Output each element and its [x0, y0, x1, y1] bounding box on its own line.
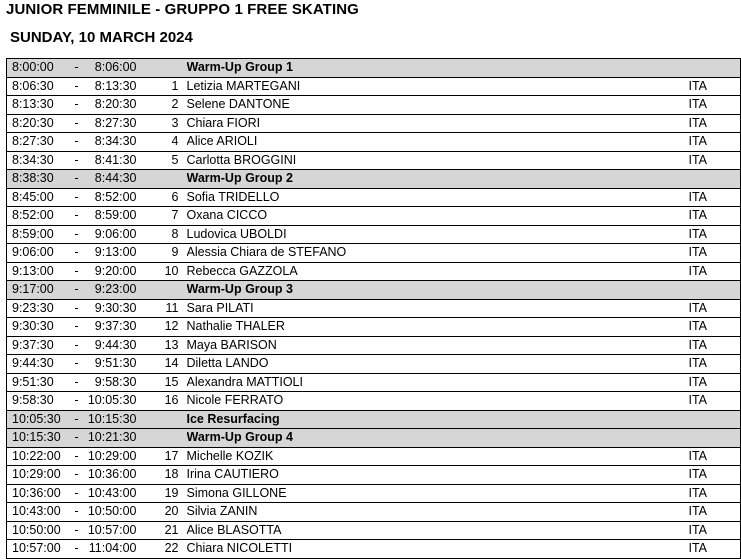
time-separator: -	[67, 447, 87, 466]
skater-row	[7, 225, 741, 244]
skater-row	[7, 355, 741, 374]
group-label: Warm-Up Group 4	[187, 429, 689, 448]
start-time: 10:57:00	[7, 540, 67, 559]
skater-row	[7, 244, 741, 263]
start-number	[137, 281, 187, 300]
time-separator: -	[67, 151, 87, 170]
nation: ITA	[689, 114, 741, 133]
group-row	[7, 410, 741, 429]
start-time: 8:20:30	[7, 114, 67, 133]
end-time: 9:44:30	[87, 336, 137, 355]
skater-name: Oxana CICCO	[187, 207, 689, 226]
time-separator: -	[67, 244, 87, 263]
skater-name: Alessia Chiara de STEFANO	[187, 244, 689, 263]
skater-name: Alice BLASOTTA	[187, 521, 689, 540]
nation: ITA	[689, 521, 741, 540]
start-number: 9	[137, 244, 187, 263]
start-time: 10:29:00	[7, 466, 67, 485]
skater-row	[7, 373, 741, 392]
start-number: 11	[137, 299, 187, 318]
nation: ITA	[689, 299, 741, 318]
nation: ITA	[689, 392, 741, 411]
nation: ITA	[689, 207, 741, 226]
skater-name: Silvia ZANIN	[187, 503, 689, 522]
skater-name: Alice ARIOLI	[187, 133, 689, 152]
time-separator: -	[67, 170, 87, 189]
skater-row	[7, 392, 741, 411]
start-number: 6	[137, 188, 187, 207]
group-row	[7, 170, 741, 189]
start-time: 9:30:30	[7, 318, 67, 337]
skater-row	[7, 77, 741, 96]
time-separator: -	[67, 373, 87, 392]
start-time: 9:17:00	[7, 281, 67, 300]
nation: ITA	[689, 484, 741, 503]
skater-row	[7, 207, 741, 226]
nation	[689, 429, 741, 448]
end-time: 8:34:30	[87, 133, 137, 152]
end-time: 10:15:30	[87, 410, 137, 429]
start-number: 21	[137, 521, 187, 540]
skater-row	[7, 133, 741, 152]
start-number: 5	[137, 151, 187, 170]
skater-row	[7, 503, 741, 522]
skater-name: Selene DANTONE	[187, 96, 689, 115]
end-time: 10:36:00	[87, 466, 137, 485]
start-time: 10:50:00	[7, 521, 67, 540]
start-time: 10:22:00	[7, 447, 67, 466]
start-time: 9:51:30	[7, 373, 67, 392]
end-time: 8:52:00	[87, 188, 137, 207]
end-time: 9:23:00	[87, 281, 137, 300]
group-label: Warm-Up Group 3	[187, 281, 689, 300]
skater-name: Diletta LANDO	[187, 355, 689, 374]
end-time: 9:13:00	[87, 244, 137, 263]
skater-row	[7, 484, 741, 503]
time-separator: -	[67, 114, 87, 133]
nation: ITA	[689, 133, 741, 152]
start-time: 10:43:00	[7, 503, 67, 522]
start-time: 10:15:30	[7, 429, 67, 448]
nation: ITA	[689, 540, 741, 559]
time-separator: -	[67, 521, 87, 540]
group-label: Warm-Up Group 1	[187, 59, 689, 78]
start-time: 9:23:30	[7, 299, 67, 318]
nation: ITA	[689, 447, 741, 466]
start-time: 8:13:30	[7, 96, 67, 115]
end-time: 10:50:00	[87, 503, 137, 522]
start-time: 9:37:30	[7, 336, 67, 355]
nation: ITA	[689, 225, 741, 244]
time-separator: -	[67, 484, 87, 503]
skater-name: Sara PILATI	[187, 299, 689, 318]
time-separator: -	[67, 392, 87, 411]
nation: ITA	[689, 503, 741, 522]
group-row	[7, 281, 741, 300]
start-number: 2	[137, 96, 187, 115]
time-separator: -	[67, 96, 87, 115]
start-number: 13	[137, 336, 187, 355]
start-number: 15	[137, 373, 187, 392]
group-row	[7, 59, 741, 78]
group-row	[7, 429, 741, 448]
schedule-table	[6, 58, 741, 559]
end-time: 10:57:00	[87, 521, 137, 540]
nation: ITA	[689, 466, 741, 485]
skater-name: Chiara NICOLETTI	[187, 540, 689, 559]
end-time: 11:04:00	[87, 540, 137, 559]
time-separator: -	[67, 133, 87, 152]
start-number	[137, 410, 187, 429]
end-time: 9:51:30	[87, 355, 137, 374]
nation	[689, 410, 741, 429]
time-separator: -	[67, 429, 87, 448]
skater-row	[7, 262, 741, 281]
skater-row	[7, 540, 741, 559]
skater-name: Michelle KOZIK	[187, 447, 689, 466]
time-separator: -	[67, 207, 87, 226]
nation	[689, 170, 741, 189]
start-time: 10:05:30	[7, 410, 67, 429]
skater-name: Alexandra MATTIOLI	[187, 373, 689, 392]
skater-name: Chiara FIORI	[187, 114, 689, 133]
start-number: 3	[137, 114, 187, 133]
nation: ITA	[689, 262, 741, 281]
group-label: Ice Resurfacing	[187, 410, 689, 429]
time-separator: -	[67, 225, 87, 244]
skater-row	[7, 447, 741, 466]
schedule-body	[7, 59, 741, 559]
time-separator: -	[67, 355, 87, 374]
start-number	[137, 59, 187, 78]
skater-row	[7, 521, 741, 540]
nation	[689, 59, 741, 78]
time-separator: -	[67, 59, 87, 78]
time-separator: -	[67, 77, 87, 96]
end-time: 8:27:30	[87, 114, 137, 133]
time-separator: -	[67, 540, 87, 559]
start-number: 19	[137, 484, 187, 503]
start-time: 8:45:00	[7, 188, 67, 207]
start-time: 9:13:00	[7, 262, 67, 281]
end-time: 8:41:30	[87, 151, 137, 170]
start-number: 22	[137, 540, 187, 559]
start-number: 8	[137, 225, 187, 244]
document-title: JUNIOR FEMMINILE - GRUPPO 1 FREE SKATING	[6, 1, 359, 18]
nation: ITA	[689, 96, 741, 115]
start-time: 8:38:30	[7, 170, 67, 189]
start-time: 8:52:00	[7, 207, 67, 226]
start-time: 9:06:00	[7, 244, 67, 263]
skater-name: Sofia TRIDELLO	[187, 188, 689, 207]
end-time: 9:06:00	[87, 225, 137, 244]
time-separator: -	[67, 188, 87, 207]
group-label: Warm-Up Group 2	[187, 170, 689, 189]
skater-name: Irina CAUTIERO	[187, 466, 689, 485]
time-separator: -	[67, 466, 87, 485]
skater-row	[7, 114, 741, 133]
time-separator: -	[67, 503, 87, 522]
end-time: 8:06:00	[87, 59, 137, 78]
end-time: 8:20:30	[87, 96, 137, 115]
nation: ITA	[689, 318, 741, 337]
skater-name: Simona GILLONE	[187, 484, 689, 503]
start-number: 1	[137, 77, 187, 96]
start-time: 10:36:00	[7, 484, 67, 503]
skater-name: Rebecca GAZZOLA	[187, 262, 689, 281]
time-separator: -	[67, 262, 87, 281]
skater-row	[7, 318, 741, 337]
end-time: 8:13:30	[87, 77, 137, 96]
start-number: 10	[137, 262, 187, 281]
nation: ITA	[689, 336, 741, 355]
start-time: 8:34:30	[7, 151, 67, 170]
end-time: 8:44:30	[87, 170, 137, 189]
skater-row	[7, 299, 741, 318]
skater-name: Maya BARISON	[187, 336, 689, 355]
end-time: 10:29:00	[87, 447, 137, 466]
start-time: 9:58:30	[7, 392, 67, 411]
start-number: 7	[137, 207, 187, 226]
nation: ITA	[689, 373, 741, 392]
skater-name: Carlotta BROGGINI	[187, 151, 689, 170]
skater-row	[7, 151, 741, 170]
start-time: 8:59:00	[7, 225, 67, 244]
start-number: 16	[137, 392, 187, 411]
nation: ITA	[689, 244, 741, 263]
start-number: 4	[137, 133, 187, 152]
time-separator: -	[67, 336, 87, 355]
nation: ITA	[689, 77, 741, 96]
end-time: 9:37:30	[87, 318, 137, 337]
nation: ITA	[689, 188, 741, 207]
time-separator: -	[67, 281, 87, 300]
start-number: 18	[137, 466, 187, 485]
skater-name: Nathalie THALER	[187, 318, 689, 337]
start-time: 8:06:30	[7, 77, 67, 96]
nation: ITA	[689, 355, 741, 374]
nation: ITA	[689, 151, 741, 170]
end-time: 10:43:00	[87, 484, 137, 503]
start-time: 8:27:30	[7, 133, 67, 152]
skater-row	[7, 466, 741, 485]
end-time: 9:30:30	[87, 299, 137, 318]
end-time: 9:20:00	[87, 262, 137, 281]
time-separator: -	[67, 318, 87, 337]
start-time: 8:00:00	[7, 59, 67, 78]
start-time: 9:44:30	[7, 355, 67, 374]
skater-row	[7, 336, 741, 355]
skater-row	[7, 188, 741, 207]
start-number	[137, 429, 187, 448]
start-number: 12	[137, 318, 187, 337]
document-date: SUNDAY, 10 MARCH 2024	[10, 29, 193, 46]
end-time: 9:58:30	[87, 373, 137, 392]
start-number: 17	[137, 447, 187, 466]
end-time: 8:59:00	[87, 207, 137, 226]
start-number: 20	[137, 503, 187, 522]
time-separator: -	[67, 410, 87, 429]
nation	[689, 281, 741, 300]
end-time: 10:05:30	[87, 392, 137, 411]
time-separator: -	[67, 299, 87, 318]
start-number	[137, 170, 187, 189]
skater-row	[7, 96, 741, 115]
skater-name: Nicole FERRATO	[187, 392, 689, 411]
start-number: 14	[137, 355, 187, 374]
skater-name: Ludovica UBOLDI	[187, 225, 689, 244]
end-time: 10:21:30	[87, 429, 137, 448]
skater-name: Letizia MARTEGANI	[187, 77, 689, 96]
